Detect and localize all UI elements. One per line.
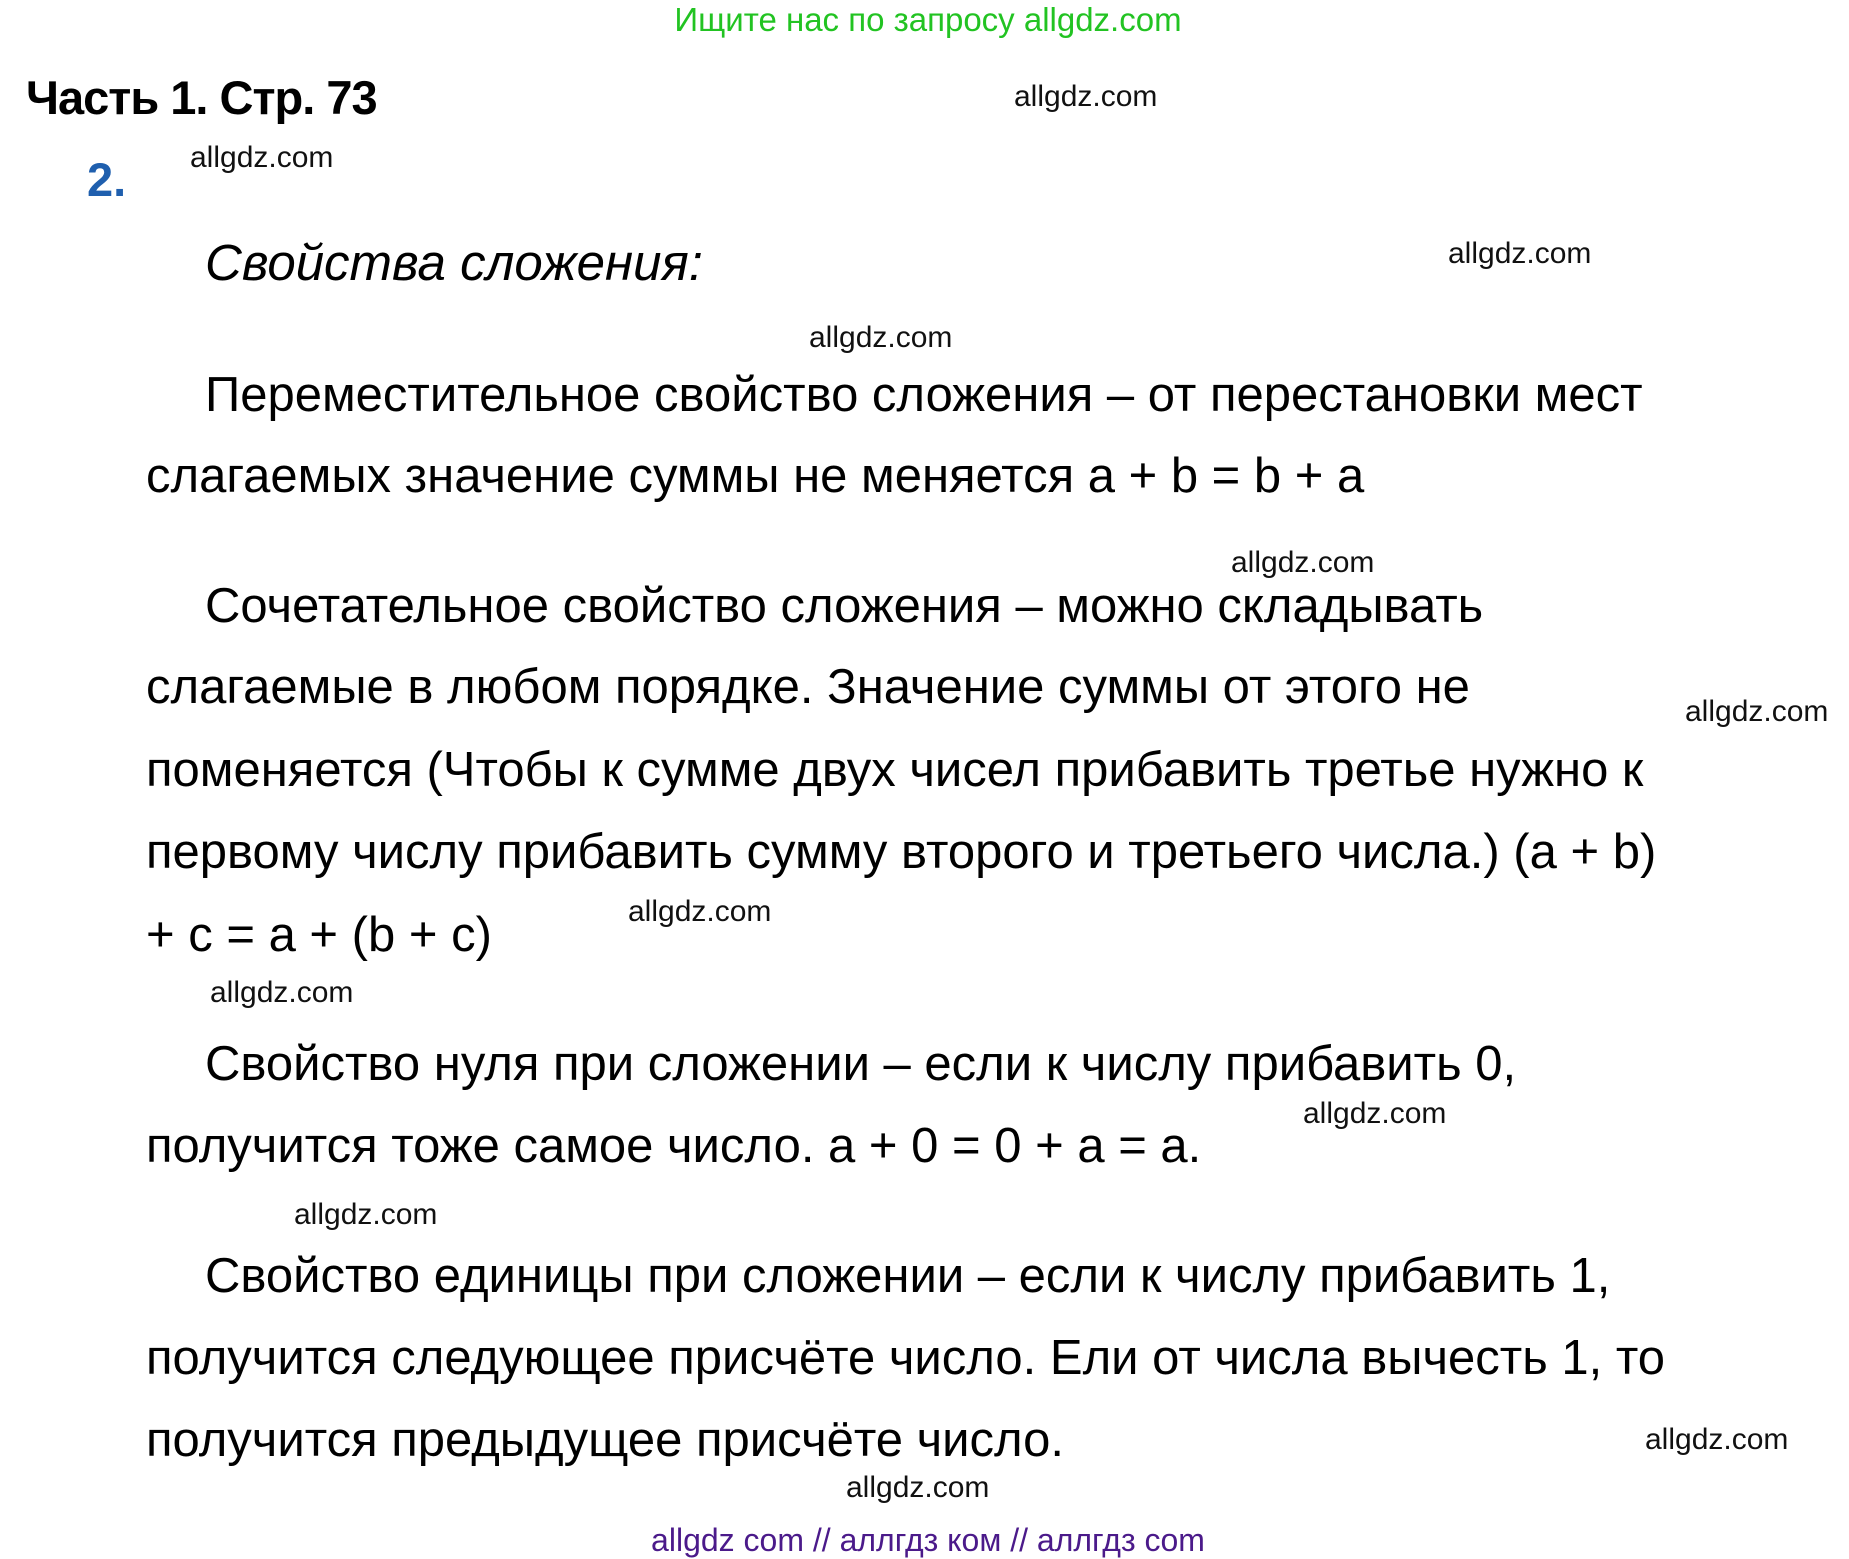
watermark: allgdz.com [1448,237,1592,270]
text-line: слагаемые в любом порядке. Значение суммы от этого не [146,660,1470,714]
watermark: allgdz.com [1014,80,1158,113]
text-line: Сочетательное свойство сложения – можно складывать [205,579,1484,633]
text-line: Свойство единицы при сложении – если к числу прибавить 1, [205,1249,1611,1303]
watermark: allgdz.com [846,1471,990,1504]
text-line: получится следующее присчёте число. Ели от числа вычесть 1, то [146,1331,1665,1385]
watermark: allgdz.com [190,141,334,174]
task-number: 2. [87,153,127,206]
text-line: первому числу прибавить сумму второго и третьего числа.) (a + b) [146,825,1657,879]
text-line: получится тоже самое число. a + 0 = 0 + a = a. [146,1119,1202,1173]
watermark: allgdz.com [1645,1423,1789,1456]
watermark: allgdz.com [210,976,354,1009]
text-line: Свойство нуля при сложении – если к числу прибавить 0, [205,1037,1517,1091]
watermark: allgdz.com [1303,1097,1447,1130]
watermark: allgdz.com [294,1198,438,1231]
text-line: поменяется (Чтобы к сумме двух чисел прибавить третье нужно к [146,743,1644,797]
text-line: получится предыдущее присчёте число. [146,1413,1065,1467]
text-line: слагаемых значение суммы не меняется a + b = b + a [146,449,1365,503]
footer-links: allgdz com // аллгдз ком // аллгдз com [651,1522,1205,1558]
watermark: allgdz.com [1685,695,1829,728]
watermark: allgdz.com [628,895,772,928]
subheading: Свойства сложения: [205,234,703,291]
text-line: Переместительное свойство сложения – от перестановки мест [205,368,1643,422]
page-title: Часть 1. Стр. 73 [26,71,377,124]
watermark: allgdz.com [809,321,953,354]
text-line: + c = a + (b + c) [146,908,492,962]
watermark: allgdz.com [1231,546,1375,579]
search-banner: Ищите нас по запросу allgdz.com [674,1,1182,38]
